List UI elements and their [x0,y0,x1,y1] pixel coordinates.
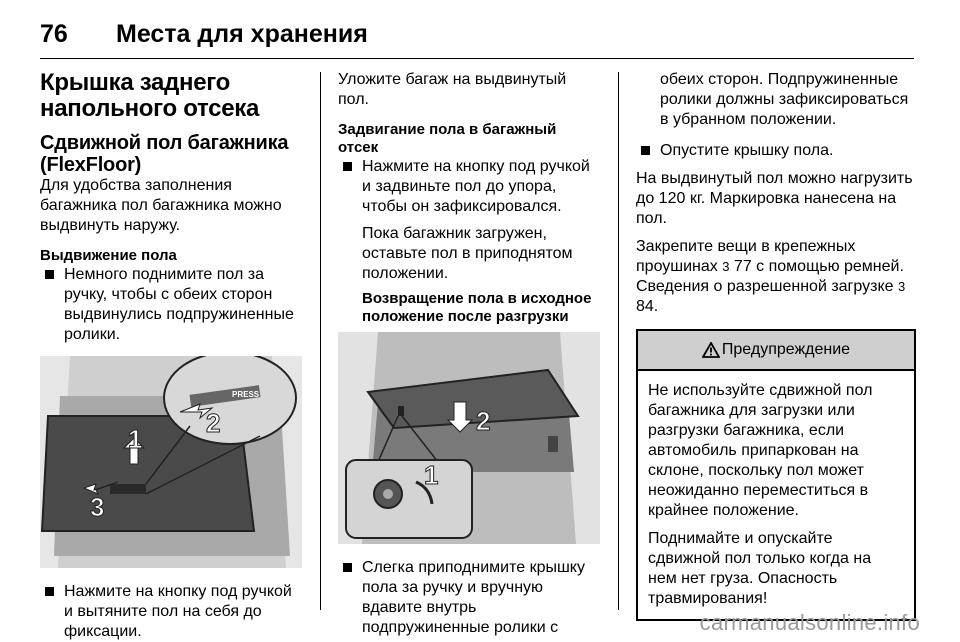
bullet-square-icon [343,162,352,171]
text: 77 с помощью ремней. Сведения о разрешенной загрузке [636,258,904,295]
section-heading: Крышка заднего напольного отсека [40,69,260,122]
figure-label-2: 2 [206,408,221,438]
warning-paragraph: Поднимайте и опускайте сдвижной пол только когда на нем нет груза. Опасность травмирования! [648,530,872,607]
page-header [40,14,920,54]
warning-body [638,371,914,619]
warning-box [636,329,916,621]
bullet-square-icon [641,146,650,155]
bullet-square-icon [45,587,54,596]
column-1 [40,70,302,642]
watermark: carmanualsonline.info [699,610,920,635]
subsection-heading: Сдвижной пол багажника (FlexFloor) [40,132,289,176]
warning-header [638,331,914,371]
paragraph: Уложите багаж на выдвинутый пол. [338,71,567,108]
paragraph: Пока багажник загружен, оставьте пол в приподнятом положении. [362,225,573,282]
list-item-text: Немного поднимите пол за ручку, чтобы с обеих сторон выдвинулись подпружиненные ролики. [64,266,294,343]
paragraph: обеих сторон. Подпружиненные ролики должны зафиксироваться в убранном положении. [660,71,909,128]
figure-label-2: 2 [476,406,491,436]
extend-heading: Выдвижение пола [40,247,177,264]
list-item-text: Нажмите на кнопку под ручкой и вытяните пол на себя до фиксации. [64,583,292,640]
figure-label-3: 3 [90,492,105,522]
bullet-square-icon [343,563,352,572]
list-item-text: Слегка приподнимите крышку пола за ручку и вручную вдавите внутрь подпружиненные ролики с [362,559,585,636]
figure-return-illustration [338,332,600,544]
header-rule [40,58,914,59]
page-title: Места для хранения [116,20,368,48]
list-item [40,582,302,642]
column-3 [636,70,916,621]
list-item-text: Опустите крышку пола. [660,142,834,159]
intro-text: Для удобства заполнения багажника пол багажника можно выдвинуть наружу. [40,177,282,234]
list-item-text: Нажмите на кнопку под ручкой и задвиньте пол до упора, чтобы он зафиксировался. [362,158,590,215]
slide-heading: Задвигание пола в багажный отсек [338,121,557,156]
warning-triangle-icon [702,342,720,358]
list-item [338,157,600,217]
figure-extend-floor [40,356,302,568]
list-item [338,558,600,638]
list-item [40,265,302,345]
page-ref-arrow-icon[interactable]: 3 [722,259,730,274]
text: 84. [636,298,659,315]
text: Закрепите вещи в крепежных проушинах [636,238,856,275]
paragraph: На выдвинутый пол можно нагрузить до 120 кг. Маркировка нанесена на пол. [636,170,913,227]
return-heading: Возвращение пола в исходное положение после разгрузки [362,290,592,325]
figure-label-press: PRESS [232,390,260,399]
figure-label-1: 1 [128,424,143,454]
page-number: 76 [40,20,68,48]
warning-paragraph: Не используйте сдвижной пол багажника для загрузки или разгрузки багажника, если автомобиль припаркован на склоне, поскольку пол может неожиданно переместиться в крайнее положение. [648,382,873,519]
page-ref-arrow-icon[interactable]: 3 [897,279,906,294]
bullet-square-icon [45,270,54,279]
paragraph-with-refs [636,237,916,317]
list-item [636,141,916,161]
column-2 [338,70,600,638]
column-divider-2 [618,72,619,610]
column-divider-1 [320,72,321,610]
warning-title: Предупреждение [721,341,851,358]
figure-label-1: 1 [424,460,439,490]
figure-extend-illustration [40,356,302,568]
figure-return-floor [338,332,600,544]
